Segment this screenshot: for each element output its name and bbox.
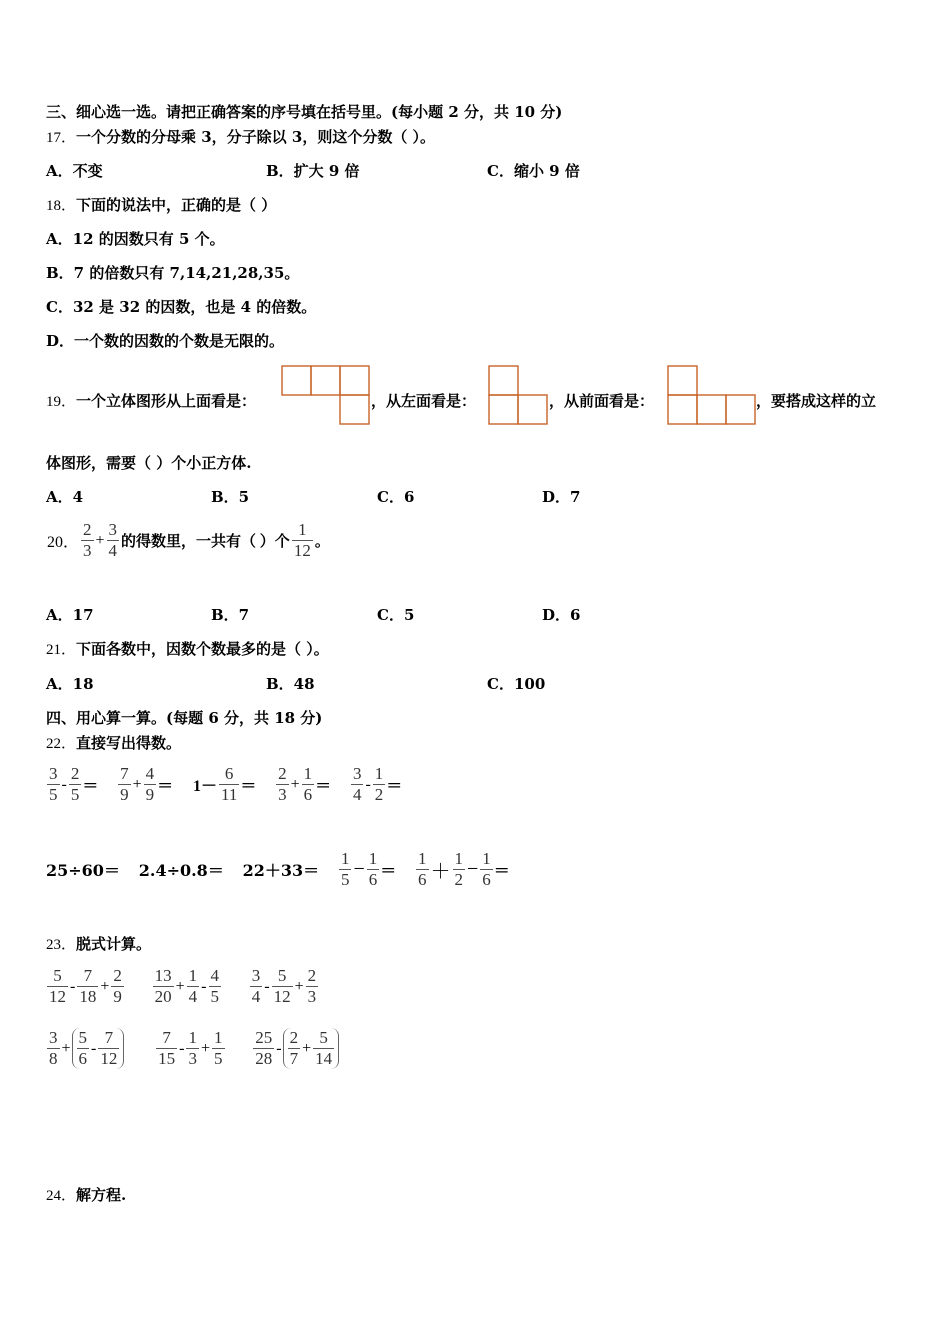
q20-fraction-2-3: $\frac{2}{3}$: [83, 520, 92, 560]
q20-fraction-1-12: $\frac{1}{12}$: [293, 520, 311, 560]
q21-option-c[interactable]: C．100: [487, 675, 546, 693]
q18-text: 下面的说法中，正确的是（ ）: [76, 196, 277, 214]
q24-number: 24．: [46, 1188, 77, 1204]
q20-text-end: 。: [314, 534, 330, 550]
q23-expr-6: $\frac{25}{28}$ - $\frac{2}{7}$ + $\frac{5}{14}$: [252, 1039, 339, 1057]
q23-number: 23．: [46, 937, 77, 953]
q19-option-c[interactable]: C．6: [377, 488, 415, 506]
q21-option-a[interactable]: A．18: [46, 675, 94, 693]
q24-stem: [46, 1185, 126, 1206]
q20-option-c[interactable]: C．5: [377, 606, 415, 624]
q20-text-mid: 的得数里，一共有（ ）个: [121, 534, 290, 550]
q19-text-left: ，从左面看是：: [371, 392, 477, 410]
q22-expr-9: $\frac{1}{5}$ − $\frac{1}{6}$ ＝: [340, 849, 397, 889]
q21-number: 21．: [46, 642, 77, 658]
q23-text: 脱式计算。: [76, 935, 152, 953]
q20-number: 20．: [47, 534, 80, 551]
q19-text-end: ，要搭成这样的立: [756, 392, 877, 410]
section3-heading: 三、细心选一选。请把正确答案的序号填在括号里。(每小题 2 分，共 10 分): [46, 103, 563, 121]
q19-text-top: 一个立体图形从上面看是：: [76, 392, 257, 410]
q21-text: 下面各数中，因数个数最多的是（ ）。: [76, 640, 329, 658]
q23-row1: [46, 966, 319, 1007]
q22-expr-7: 2.4÷0.8＝: [138, 861, 224, 880]
q22-row2: [46, 849, 524, 890]
q20-option-b[interactable]: B．7: [211, 606, 250, 624]
q22-row1: [46, 764, 416, 805]
q19-stem-top: [46, 391, 256, 412]
q18-option-c[interactable]: C．32 是 32 的因数，也是 4 的倍数。: [46, 298, 317, 316]
q18-option-a[interactable]: A．12 的因数只有 5 个。: [46, 230, 225, 248]
q23-stem: [46, 934, 151, 955]
q23-expr-2: $\frac{13}{20}$ + $\frac{1}{4}$ - $\frac{4}{5}$: [154, 966, 219, 1006]
q20-option-a[interactable]: A．17: [46, 606, 94, 624]
q22-expr-6: 25÷60＝: [46, 861, 120, 880]
q23-row2: [46, 1028, 339, 1069]
q22-expr-1: $\frac{3}{5}$ - $\frac{2}{5}$ ＝: [49, 764, 99, 804]
front-view-grid-icon: [667, 365, 757, 425]
q22-expr-3: 1－ $\frac{6}{11}$ ＝: [192, 764, 257, 804]
q17-stem: [46, 127, 435, 148]
top-view-grid-icon: [281, 365, 371, 425]
q22-expr-10: $\frac{1}{6}$ ＋ $\frac{1}{2}$ − $\frac{1}{6}$ ＝: [418, 849, 510, 889]
q20-fraction-3-4: $\frac{3}{4}$: [108, 520, 118, 560]
q18-number: 18．: [46, 198, 77, 214]
q21-option-b[interactable]: B．48: [266, 675, 315, 693]
q18-stem: [46, 195, 276, 216]
q18-option-b[interactable]: B．7 的倍数只有 7,14,21,28,35。: [46, 264, 300, 282]
q18-option-d[interactable]: D．一个数的因数的个数是无限的。: [46, 332, 285, 350]
q19-number: 19．: [46, 394, 77, 410]
q19-option-b[interactable]: B．5: [211, 488, 250, 506]
q17-text: 一个分数的分母乘 3，分子除以 3，则这个分数（ ）。: [76, 128, 436, 146]
q19-option-a[interactable]: A．4: [46, 488, 84, 506]
q21-stem: [46, 639, 329, 660]
q22-stem: [46, 733, 181, 754]
q20-option-d[interactable]: D．6: [542, 606, 581, 624]
q22-expr-2: $\frac{7}{9}$ + $\frac{4}{9}$ ＝: [120, 764, 174, 804]
q20-stem: [46, 520, 331, 561]
q17-option-b[interactable]: B．扩大 9 倍: [266, 162, 360, 180]
q19-text-front: ，从前面看是：: [549, 392, 655, 410]
q22-number: 22．: [46, 736, 77, 752]
q22-text: 直接写出得数。: [76, 734, 182, 752]
q17-number: 17．: [46, 130, 77, 146]
q23-expr-5: $\frac{7}{15}$ - $\frac{1}{3}$ + $\frac{1}{5}$: [158, 1028, 223, 1068]
q19-option-d[interactable]: D．7: [542, 488, 581, 506]
q23-expr-4: $\frac{3}{8}$ + $\frac{5}{6}$ - $\frac{7}{12}$: [46, 1039, 124, 1057]
q17-option-a[interactable]: A．不变: [46, 162, 103, 180]
left-view-grid-icon: [488, 365, 550, 425]
q22-expr-4: $\frac{2}{3}$ + $\frac{1}{6}$ ＝: [278, 764, 332, 804]
q22-expr-5: $\frac{3}{4}$ - $\frac{1}{2}$ ＝: [352, 764, 403, 804]
q23-expr-1: $\frac{5}{12}$ - $\frac{7}{18}$ + $\frac{2}{9}$: [49, 966, 122, 1006]
section4-heading: 四、用心算一算。(每题 6 分，共 18 分): [46, 709, 323, 727]
q23-expr-3: $\frac{3}{4}$ - $\frac{5}{12}$ + $\frac{2}{3}$: [251, 966, 317, 1006]
q17-option-c[interactable]: C．缩小 9 倍: [487, 162, 580, 180]
plus-sign: +: [95, 531, 105, 549]
q22-expr-8: 22＋33＝: [242, 861, 320, 880]
q19-text-cont: 体图形，需要（ ）个小正方体.: [46, 454, 252, 472]
q24-text: 解方程.: [76, 1186, 127, 1204]
